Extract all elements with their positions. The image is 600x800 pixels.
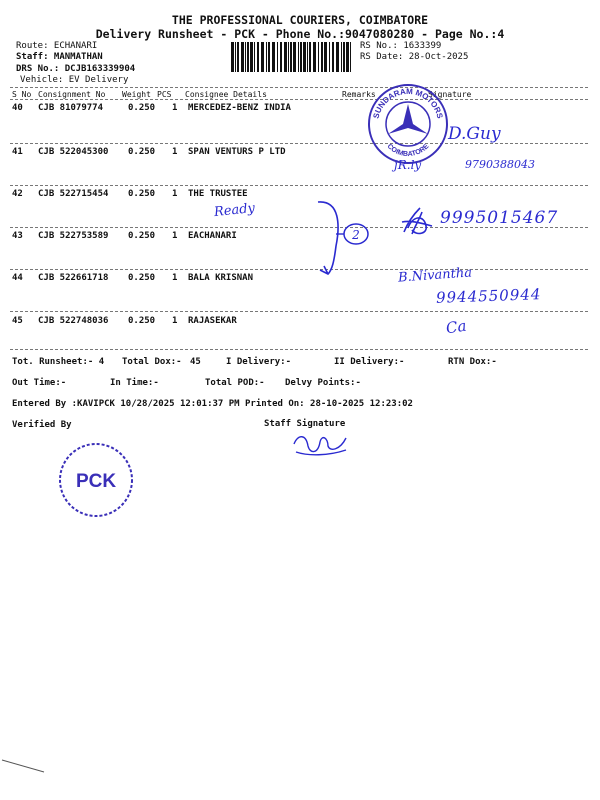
handwritten-scribble: Ca [444, 316, 468, 338]
table-row [0, 103, 600, 143]
barcode-bar [245, 42, 246, 72]
barcode-bar [324, 42, 327, 72]
row-consignee: THE TRUSTEE [188, 189, 248, 199]
table-top-rule [10, 87, 588, 88]
table-header-rule [10, 99, 588, 100]
row-pcs: 1 [172, 189, 178, 199]
barcode-bar [318, 42, 319, 72]
col-remarks: Remarks [342, 90, 376, 99]
barcode-bar [298, 42, 299, 72]
in-time: In Time:- [110, 378, 159, 388]
col-sno: S No [12, 90, 32, 99]
barcode-bar [241, 42, 244, 72]
row-consignee: EACHANARI [188, 231, 237, 241]
barcode-bar [280, 42, 282, 72]
row-weight: 0.250 [128, 147, 156, 157]
barcode-bar [307, 42, 308, 72]
barcode-bar [343, 42, 345, 72]
row-weight: 0.250 [128, 103, 156, 113]
handwritten-remark-ready: Ready [213, 200, 256, 221]
col-pcs: PCS [157, 90, 172, 99]
table-row [0, 316, 600, 356]
barcode-bar [254, 42, 255, 72]
col-consignee: Consignee Details [185, 90, 267, 99]
handwritten-signature-scribble [398, 204, 438, 240]
barcode-bar [268, 42, 270, 72]
barcode-bar [336, 42, 339, 72]
barcode-bar [329, 42, 330, 72]
barcode-bar [247, 42, 249, 72]
barcode-bar [346, 42, 349, 72]
col-consignment: Consignment No [38, 90, 106, 99]
out-time: Out Time:- [12, 378, 67, 388]
handwritten-phone-1: 9790388043 [465, 158, 535, 171]
barcode-bar [266, 42, 267, 72]
vehicle-label: Vehicle: EV Delivery [20, 75, 129, 85]
barcode-bar [290, 42, 292, 72]
barcode-bar [300, 42, 302, 72]
row-divider [10, 269, 588, 270]
rs-date-label: RS Date: 28-Oct-2025 [360, 52, 469, 62]
row-pcs: 1 [172, 103, 178, 113]
delvy-points: Delvy Points:- [285, 378, 361, 388]
stamp-top-text: SUNDARAM MOTORS [371, 86, 445, 120]
runsheet-subtitle: Delivery Runsheet - PCK - Phone No.:9047080280 - Page No.:4 [95, 27, 505, 41]
row-weight: 0.250 [128, 189, 156, 199]
barcode [230, 42, 355, 72]
staff-signature-mark [288, 428, 352, 460]
barcode-bar [293, 42, 296, 72]
drs-label: DRS No.: DCJB163339904 [16, 64, 136, 74]
table-bottom-rule [10, 349, 588, 350]
row-pcs: 1 [172, 273, 178, 283]
barcode-bar [288, 42, 289, 72]
route-label: Route: ECHANARI [16, 41, 98, 51]
row-sno: 42 [12, 189, 23, 199]
col-signature: Signature [428, 90, 472, 99]
barcode-bar [237, 42, 239, 72]
row-weight: 0.250 [128, 316, 156, 326]
row-divider [10, 143, 588, 144]
barcode-bar [235, 42, 236, 72]
rtn-dox: RTN Dox:- [448, 357, 497, 367]
rs-no-label: RS No.: 1633399 [360, 41, 442, 51]
handwritten-bracket-arrow [300, 196, 380, 280]
barcode-bar [341, 42, 342, 72]
handwritten-phone-3: 9944550944 [435, 285, 542, 307]
total-pod: Total POD:- [205, 378, 265, 388]
barcode-bar [257, 42, 259, 72]
col-weight: Weight [122, 90, 151, 99]
row-sno: 41 [12, 147, 23, 157]
row-consignment: CJB 522715454 [38, 189, 109, 199]
handwritten-signature-1: D.Guy [448, 124, 501, 144]
pck-stamp-text: PCK [75, 471, 117, 492]
row-pcs: 1 [172, 231, 178, 241]
printed-on: Printed On: 28-10-2025 12:23:02 [245, 399, 413, 409]
i-delivery: I Delivery:- [226, 357, 292, 367]
row-consignee: RAJASEKAR [188, 316, 237, 326]
handwritten-initials: jR.ly [394, 158, 422, 172]
row-pcs: 1 [172, 316, 178, 326]
row-weight: 0.250 [128, 231, 156, 241]
row-sno: 45 [12, 316, 23, 326]
entered-by: Entered By :KAVIPCK 10/28/2025 12:01:37 PM [12, 399, 240, 409]
barcode-bar [231, 42, 234, 72]
row-pcs: 1 [172, 147, 178, 157]
handwritten-phone-2: 9995015467 [440, 208, 559, 228]
row-consignee: BALA KRISNAN [188, 273, 254, 283]
barcode-bar [284, 42, 287, 72]
barcode-bar [250, 42, 253, 72]
pck-stamp [56, 440, 136, 520]
row-sno: 43 [12, 231, 23, 241]
row-consignee: SPAN VENTURS P LTD [188, 147, 286, 157]
company-title: THE PROFESSIONAL COURIERS, COIMBATORE [171, 13, 429, 27]
barcode-bar [350, 42, 351, 72]
barcode-bar [272, 42, 275, 72]
circled-count: 2 [352, 228, 360, 242]
row-consignment: CJB 522748036 [38, 316, 109, 326]
row-divider [10, 311, 588, 312]
stray-pen-line [0, 756, 50, 776]
barcode-bar [332, 42, 334, 72]
stamp-bottom-text: COIMBATORE [385, 143, 431, 159]
tot-runsheet: Tot. Runsheet:- 4 [12, 357, 105, 367]
total-dox-label: Total Dox:- [122, 357, 182, 367]
barcode-bar [261, 42, 264, 72]
verified-by: Verified By [12, 420, 72, 430]
row-consignment: CJB 522661718 [38, 273, 109, 283]
barcode-bar [313, 42, 316, 72]
row-weight: 0.250 [128, 273, 156, 283]
mercedes-star-icon [388, 104, 428, 134]
barcode-bar [303, 42, 306, 72]
total-dox-value: 45 [190, 357, 201, 367]
staff-label: Staff: MANMATHAN [16, 52, 103, 62]
barcode-bar [321, 42, 323, 72]
row-sno: 40 [12, 103, 23, 113]
handwritten-name: B.Nivantha [397, 265, 473, 286]
sundaram-motors-stamp [366, 82, 450, 166]
row-divider [10, 185, 588, 186]
barcode-bar [277, 42, 278, 72]
ii-delivery: II Delivery:- [334, 357, 405, 367]
row-sno: 44 [12, 273, 23, 283]
staff-signature-label: Staff Signature [264, 419, 346, 429]
row-consignment: CJB 522045300 [38, 147, 109, 157]
row-consignment: CJB 81079774 [38, 103, 104, 113]
barcode-bar [309, 42, 311, 72]
row-consignee: MERCEDEZ-BENZ INDIA [188, 103, 291, 113]
row-consignment: CJB 522753589 [38, 231, 109, 241]
